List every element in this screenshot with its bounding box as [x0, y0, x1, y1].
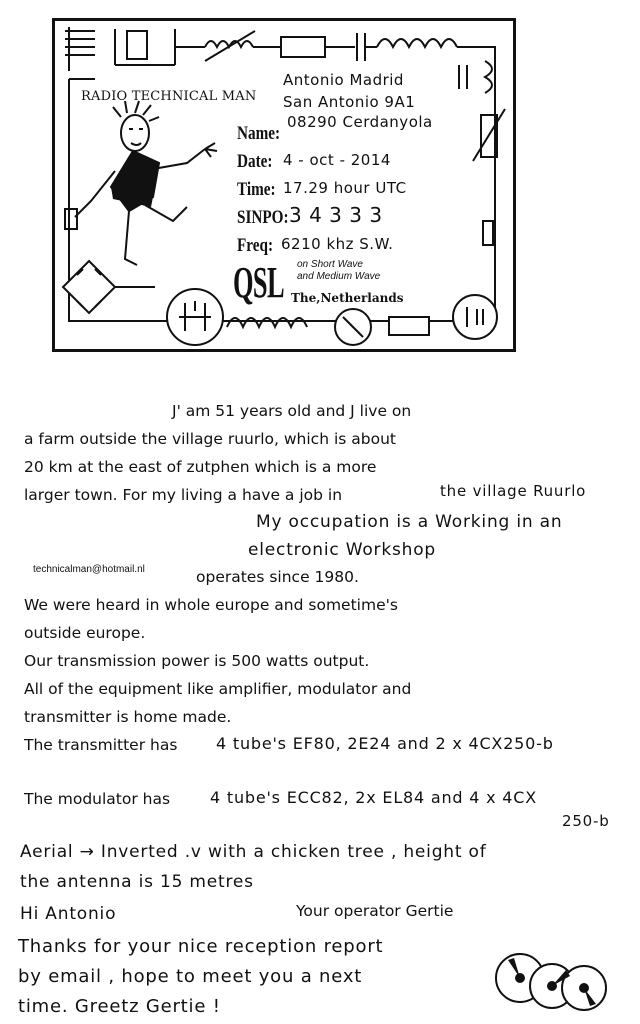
address-line-3: 08290 Cerdanyola — [287, 113, 433, 131]
freq-value: 6210 khz S.W. — [281, 235, 394, 253]
handwritten-village: the village Ruurlo — [440, 482, 587, 500]
letter-line-12: The modulator has — [24, 790, 171, 808]
time-value: 17.29 hour UTC — [283, 179, 407, 197]
date-label: Date: — [237, 151, 273, 172]
time-label: Time: — [237, 179, 276, 200]
handwritten-modulator-tubes-cont: 250-b — [562, 812, 610, 830]
cd-records-icon — [492, 948, 612, 1018]
letter-line-5: operates since 1980. — [196, 568, 359, 586]
handwritten-modulator-tubes: 4 tube's ECC82, 2x EL84 and 4 x 4CX — [210, 788, 538, 807]
handwritten-occupation: My occupation is a Working in an — [256, 512, 563, 532]
qsl-card — [52, 18, 516, 352]
handwritten-signature-line: time. Greetz Gertie ! — [18, 996, 221, 1017]
letter-line-7: outside europe. — [24, 624, 146, 642]
letter-line-13: Your operator Gertie — [296, 902, 454, 920]
handwritten-thanks: Thanks for your nice reception report — [18, 936, 384, 957]
handwritten-greeting: Hi Antonio — [20, 904, 117, 924]
date-value: 4 - oct - 2014 — [283, 151, 391, 169]
handwritten-transmitter-tubes: 4 tube's EF80, 2E24 and 2 x 4CX250-b — [216, 734, 554, 753]
letter-line-10: transmitter is home made. — [24, 708, 232, 726]
letter-line-9: All of the equipment like amplifier, modulator and — [24, 680, 412, 698]
letter-line-6: We were heard in whole europe and sometime's — [24, 596, 398, 614]
qsl-logo: QSL — [233, 258, 285, 307]
handwritten-email-note: by email , hope to meet you a next — [18, 966, 363, 987]
handwritten-aerial: Aerial → Inverted .v with a chicken tree , height of — [20, 842, 487, 862]
handwritten-antenna-height: the antenna is 15 metres — [20, 872, 254, 892]
address-line-2: San Antonio 9A1 — [283, 93, 416, 111]
handwritten-workshop: electronic Workshop — [248, 540, 436, 560]
letter-line-1: J' am 51 years old and J live on — [172, 402, 412, 420]
address-line-1: Antonio Madrid — [283, 71, 404, 89]
letter-line-11: The transmitter has — [24, 736, 178, 754]
letter-line-2: a farm outside the village ruurlo, which is about — [24, 430, 396, 448]
qsl-note-short-wave: on Short Wave — [297, 259, 363, 270]
name-label: Name: — [237, 123, 281, 144]
email-address: technicalman@hotmail.nl — [33, 564, 145, 575]
letter-line-8: Our transmission power is 500 watts output. — [24, 652, 370, 670]
freq-label: Freq: — [237, 235, 274, 256]
country-label: The,Netherlands — [291, 291, 404, 305]
letter-line-4: larger town. For my living a have a job in — [24, 486, 343, 504]
letter-line-3: 20 km at the east of zutphen which is a more — [24, 458, 377, 476]
sinpo-label: SINPO: — [237, 207, 289, 228]
station-brand: RADIO TECHNICAL MAN — [81, 89, 257, 104]
sinpo-value: 3 4 3 3 3 — [289, 203, 383, 227]
qsl-note-medium-wave: and Medium Wave — [297, 271, 381, 282]
